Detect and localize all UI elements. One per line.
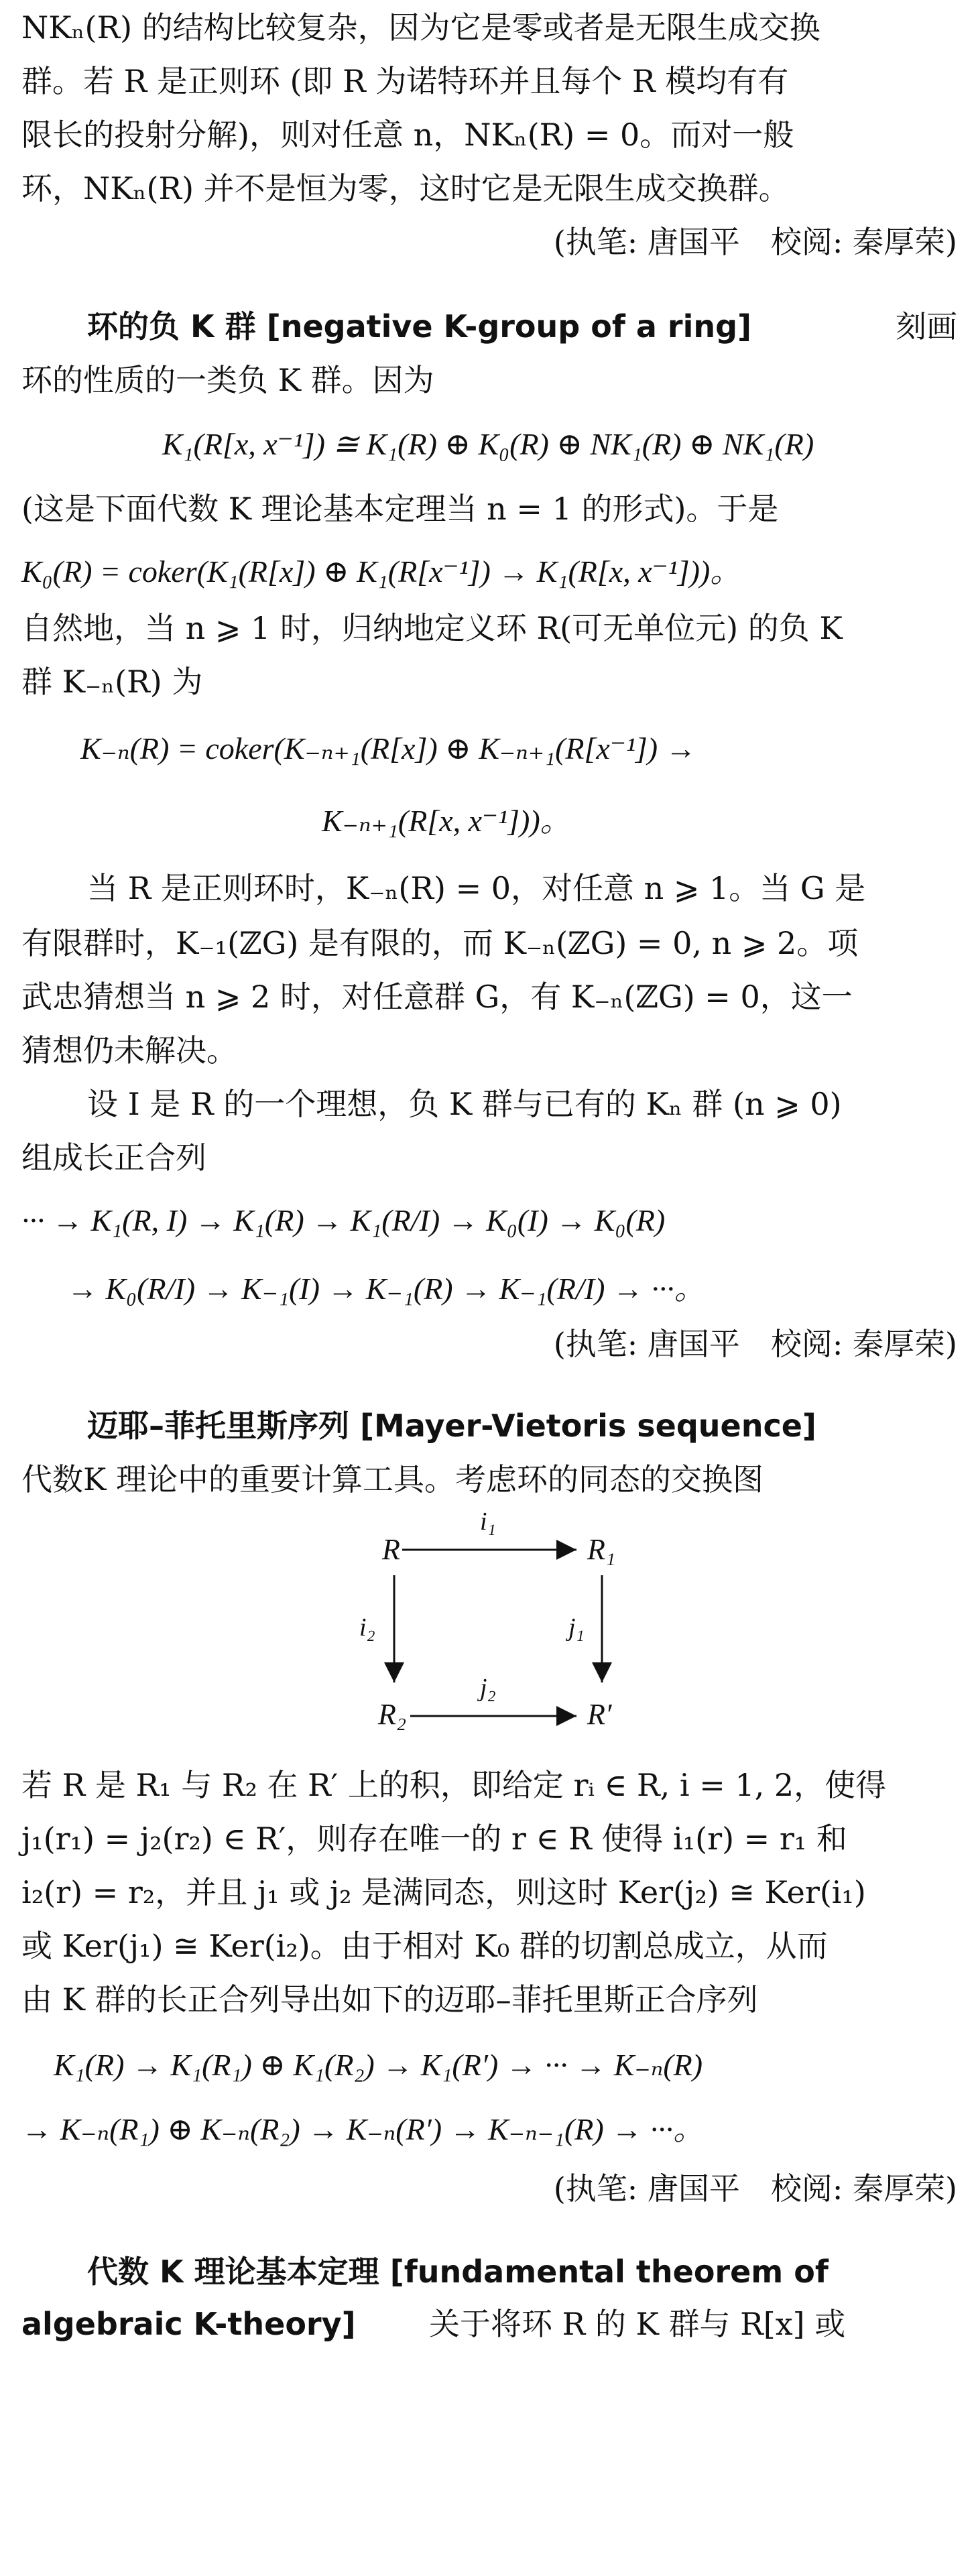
- text-line: (这是下面代数 K 理论基本定理当 n = 1 的形式)。于是: [21, 491, 779, 527]
- equation: → K₀(R/I) → K₋₁(I) → K₋₁(R) → K₋₁(R/I) → ···。: [67, 1272, 705, 1306]
- label-right-arrow: j₁: [568, 1613, 585, 1642]
- label-bottom-arrow: j₂: [480, 1674, 496, 1702]
- label-top-arrow: i₁: [480, 1508, 496, 1536]
- text-line: 设 I 是 R 的一个理想，负 K 群与已有的 Kₙ 群 (n ⩾ 0): [87, 1086, 842, 1122]
- text-line: 组成长正合列: [21, 1140, 206, 1176]
- text-line: 环的性质的一类负 K 群。因为: [21, 362, 434, 398]
- text-line: 关于将环 R 的 K 群与 R[x] 或: [429, 2306, 846, 2342]
- text-line: 代数K 理论中的重要计算工具。考虑环的同态的交换图: [21, 1461, 764, 1497]
- label-left-arrow: i₂: [359, 1613, 375, 1642]
- text-line: 有限群时，K₋₁(ℤG) 是有限的，而 K₋ₙ(ℤG) = 0, n ⩾ 2。项: [21, 925, 859, 961]
- signature: (执笔: 唐国平 校阅: 秦厚荣): [553, 1326, 957, 1362]
- signature: (执笔: 唐国平 校阅: 秦厚荣): [553, 224, 957, 260]
- text-line: 刻画: [896, 308, 957, 345]
- text-line: 猜想仍未解决。: [21, 1032, 237, 1068]
- equation: ··· → K₁(R, I) → K₁(R) → K₁(R/I) → K₀(I) → K₀(R): [21, 1203, 666, 1237]
- text-line: 武忠猜想当 n ⩾ 2 时，对任意群 G，有 K₋ₙ(ℤG) = 0，这一: [21, 979, 853, 1015]
- entry-title: 代数 K 理论基本定理 [fundamental theorem of: [87, 2254, 829, 2290]
- node-top-right: R₁: [587, 1533, 616, 1566]
- text-line: 若 R 是 R₁ 与 R₂ 在 R′ 上的积，即给定 rᵢ ∈ R, i = 1, 2，使得: [21, 1767, 887, 1803]
- text-line: i₂(r) = r₂，并且 j₁ 或 j₂ 是满同态，则这时 Ker(j₂) ≅ Ker(i₁): [21, 1874, 866, 1910]
- node-bottom-left: R₂: [378, 1698, 407, 1731]
- text-line: 限长的投射分解)，则对任意 n，NKₙ(R) = 0。而对一般: [21, 117, 794, 153]
- equation: K₁(R[x, x⁻¹]) ≅ K₁(R) ⊕ K₀(R) ⊕ NK₁(R) ⊕ NK₁(R): [162, 427, 814, 461]
- node-bottom-right: R′: [587, 1698, 612, 1731]
- entry-title-continued: algebraic K-theory]: [21, 2306, 356, 2342]
- signature: (执笔: 唐国平 校阅: 秦厚荣): [553, 2170, 957, 2207]
- entry-title: 环的负 K 群 [negative K-group of a ring]: [87, 308, 752, 345]
- equation: K₀(R) = coker(K₁(R[x]) ⊕ K₁(R[x⁻¹]) → K₁(R[x, x⁻¹]))。: [21, 554, 741, 589]
- text-line: 或 Ker(j₁) ≅ Ker(i₂)。由于相对 K₀ 群的切割总成立，从而: [21, 1928, 828, 1964]
- text-line: NKₙ(R) 的结构比较复杂，因为它是零或者是无限生成交换: [21, 9, 820, 46]
- equation: K₁(R) → K₁(R₁) ⊕ K₁(R₂) → K₁(R′) → ··· → K₋ₙ(R): [54, 2048, 703, 2082]
- equation: K₋ₙ(R) = coker(K₋ₙ₊₁(R[x]) ⊕ K₋ₙ₊₁(R[x⁻¹]) →: [80, 731, 696, 765]
- entry-title: 迈耶–菲托里斯序列 [Mayer-Vietoris sequence]: [87, 1408, 816, 1444]
- text-line: 自然地，当 n ⩾ 1 时，归纳地定义环 R(可无单位元) 的负 K: [21, 610, 843, 646]
- text-line: 环，NKₙ(R) 并不是恒为零，这时它是无限生成交换群。: [21, 170, 790, 206]
- text-line: 当 R 是正则环时，K₋ₙ(R) = 0，对任意 n ⩾ 1。当 G 是: [87, 870, 866, 906]
- text-line: 群 K₋ₙ(R) 为: [21, 664, 203, 700]
- equation: K₋ₙ₊₁(R[x, x⁻¹]))。: [322, 804, 571, 838]
- text-line: 群。若 R 是正则环 (即 R 为诺特环并且每个 R 模均有有: [21, 63, 789, 99]
- text-line: j₁(r₁) = j₂(r₂) ∈ R′，则存在唯一的 r ∈ R 使得 i₁(r) = r₁ 和: [21, 1821, 847, 1857]
- text-line: 由 K 群的长正合列导出如下的迈耶–菲托里斯正合序列: [21, 1981, 758, 2018]
- commutative-diagram: [359, 1508, 644, 1743]
- equation: → K₋ₙ(R₁) ⊕ K₋ₙ(R₂) → K₋ₙ(R′) → K₋ₙ₋₁(R) → ···。: [21, 2112, 705, 2146]
- node-top-left: R: [382, 1533, 400, 1566]
